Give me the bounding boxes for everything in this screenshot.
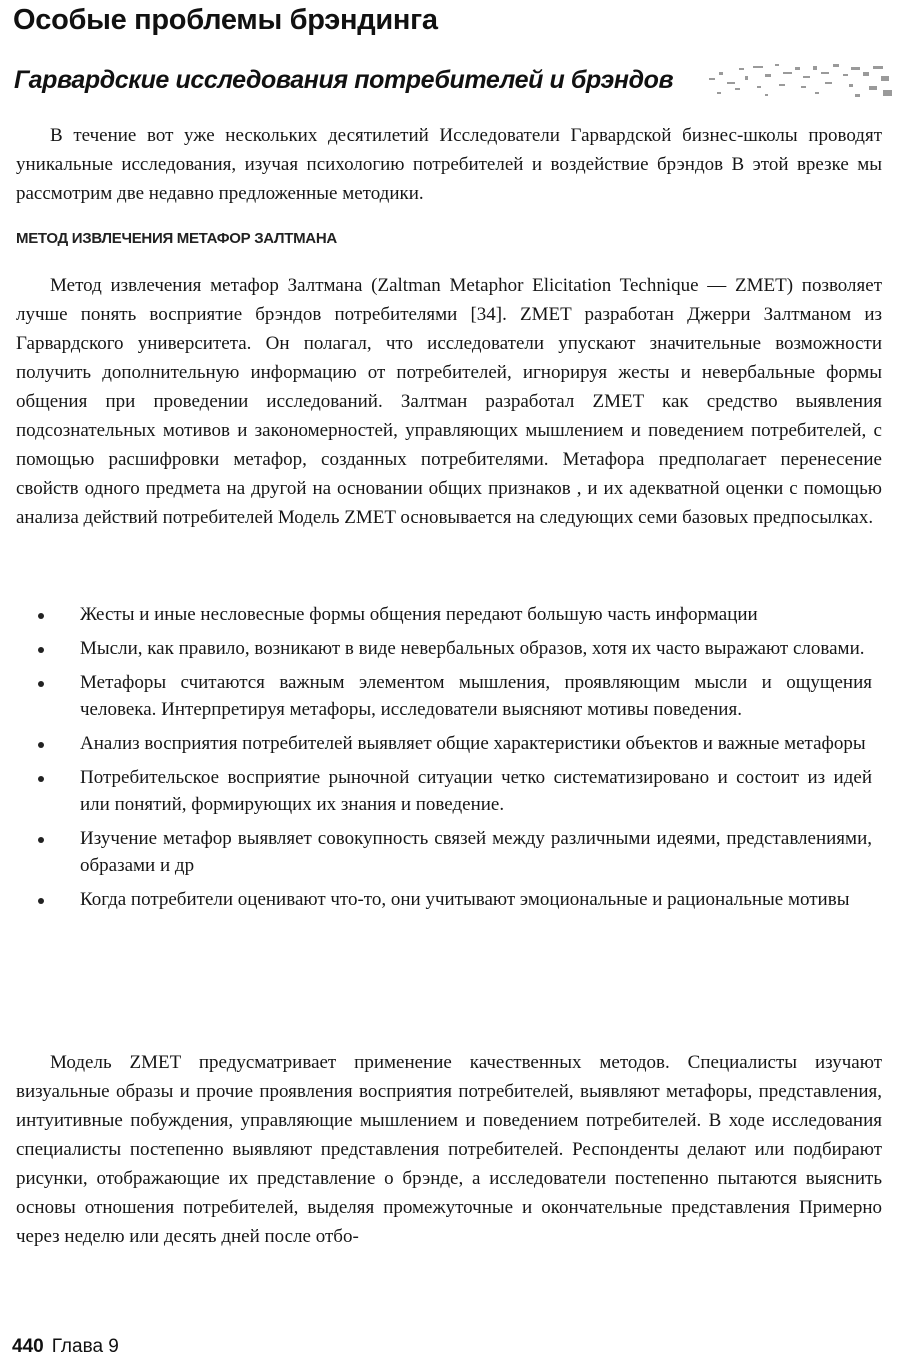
list-item-text: Потребительское восприятие рыночной ситуации четко систематизировано и состоит из идей или понятий, формирующих их знания и поведение. [80,767,872,815]
page-number: 440 [12,1336,44,1357]
scan-artifact [705,58,895,108]
page-footer [12,1336,119,1358]
bullet-icon [38,742,44,748]
premises-list [16,601,872,920]
section-heading: МЕТОД ИЗВЛЕЧЕНИЯ МЕТАФОР ЗАЛТМАНА [16,230,337,247]
bullet-icon [38,837,44,843]
list-item [16,764,872,818]
page-title: Особые проблемы брэндинга [13,4,438,36]
model-paragraph: Модель ZMET предусматривает применение качественных методов. Специалисты изучают визуальные образы и прочие проявления восприятия потребителей, выявляют метафоры, представления, интуитивные побуждения, управляющие мышлением и поведением потребителей. В ходе исследования специалисты постепенно выявляют представления потребителей. Респонденты делают или подбирают рисунки, отображающие их представление о брэнде, а исследователи постепенно пытаются выяснить основы отношения потребителей, выделяя промежуточные и окончательные представления Примерно через неделю или десять дней после отбо- [16,1052,882,1247]
list-item [16,601,872,628]
list-item [16,635,872,662]
bullet-icon [38,898,44,904]
bullet-icon [38,776,44,782]
list-item [16,669,872,723]
intro-paragraph: В течение вот уже нескольких десятилетий Исследователи Гарвардской бизнес-школы проводят уникальные исследования, изучая психологию потребителей и воздействие брэндов В этой врезке мы рассмотрим две недавно предложенные методики. [16,125,882,204]
list-item-text: Анализ восприятия потребителей выявляет общие характеристики объектов и важные метафоры [80,733,866,754]
chapter-label: Глава 9 [51,1336,119,1357]
list-item [16,825,872,879]
bullet-icon [38,681,44,687]
zmet-paragraph: Метод извлечения метафор Залтмана (Zaltman Metaphor Elicitation Technique — ZMET) позволяет лучше понять восприятие брэндов потребителями [34]. ZMET разработан Джерри Залтманом из Гарвардского университета. Он полагал, что исследователи упускают значительные возможности получить дополнительную информацию от потребителей, игнорируя жесты и невербальные формы общения при проведении исследований. Залтман разработал ZMET как средство выявления подсознательных мотивов и закономерностей, управляющих мышлением и поведением потребителей, с помощью расшифровки метафор, созданных потребителями. Метафора предполагает перенесение свойств одного предмета на другой на основании общих признаков , и их адекватной оценки с помощью анализа действий потребителей Модель ZMET основывается на следующих семи базовых предпосылках. [16,275,882,528]
list-item [16,886,872,913]
list-item-text: Когда потребители оценивают что-то, они учитывают эмоциональные и рациональные мотивы [80,889,850,910]
list-item-text: Мысли, как правило, возникают в виде невербальных образов, хотя их часто выражают словами. [80,638,865,659]
bullet-icon [38,613,44,619]
list-item [16,730,872,757]
list-item-text: Изучение метафор выявляет совокупность связей между различными идеями, представлениями, образами и др [80,828,872,876]
list-item-text: Жесты и иные несловесные формы общения передают большую часть информации [80,604,758,625]
section-subtitle: Гарвардские исследования потребителей и брэндов [14,66,674,94]
bullet-icon [38,647,44,653]
list-item-text: Метафоры считаются важным элементом мышления, проявляющим мысли и ощущения человека. Интерпретируя метафоры, исследователи выясняют мотивы поведения. [80,672,872,720]
